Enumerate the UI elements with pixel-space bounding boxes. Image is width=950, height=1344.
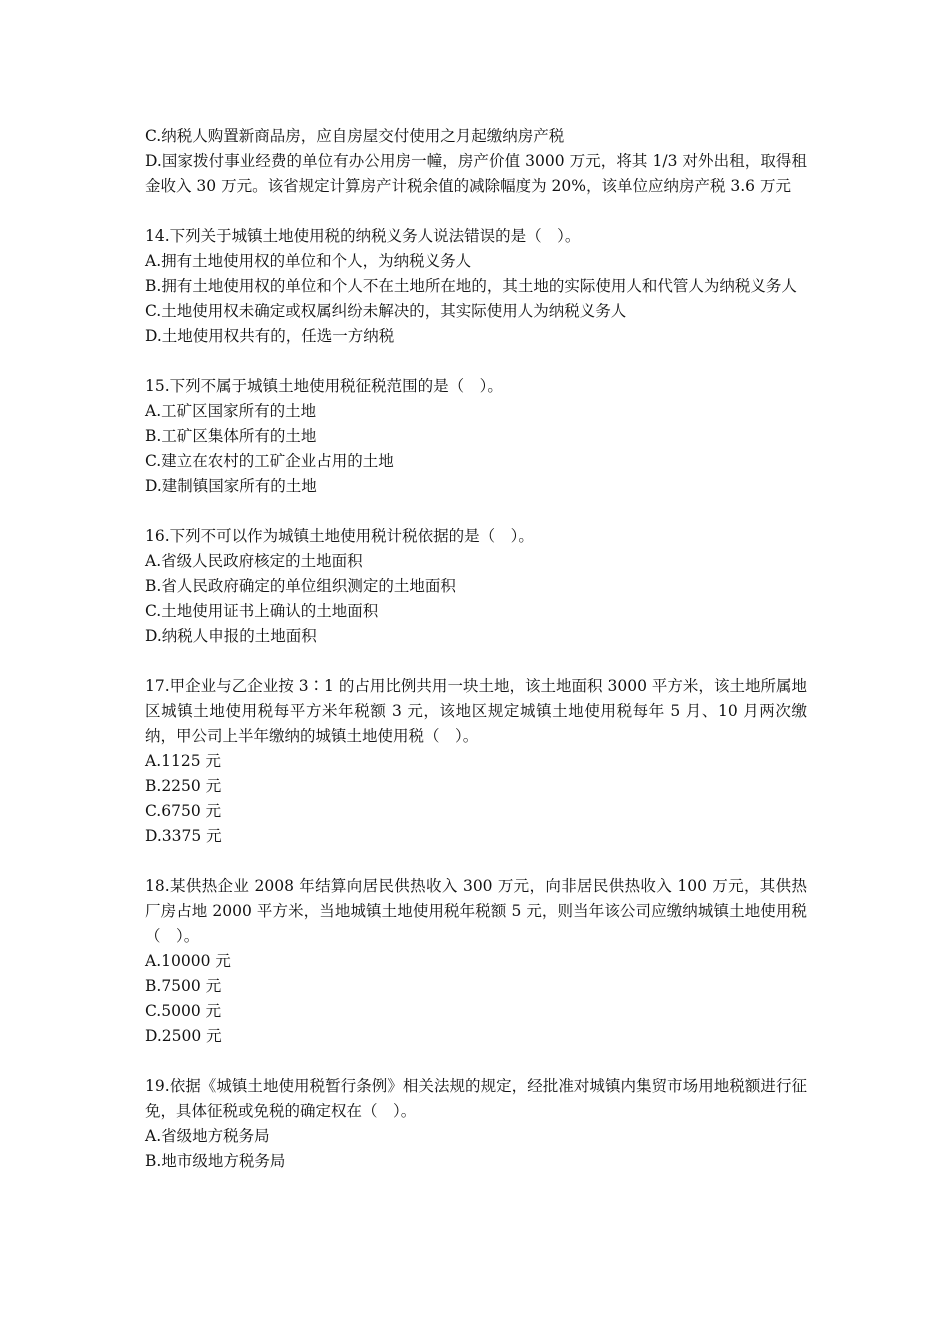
option-b: B.拥有土地使用权的单位和个人不在土地所在地的，其土地的实际使用人和代管人为纳税义务人 [145, 277, 797, 295]
option-d: D.建制镇国家所有的土地 [145, 477, 317, 495]
option-a: A.省级人民政府核定的土地面积 [145, 552, 363, 570]
option-d: D.国家拨付事业经费的单位有办公用房一幢，房产价值 3000 万元，将其 1/3 对外出租，取得租金收入 30 万元。该省规定计算房产计税余值的减除幅度为 20%，该单位应纳房产税 3.6 万元 [145, 152, 807, 195]
continuation-block [145, 124, 807, 199]
question-stem: 17.甲企业与乙企业按 3∶1 的占用比例共用一块土地，该土地面积 3000 平方米，该土地所属地区城镇土地使用税每平方米年税额 3 元，该地区规定城镇土地使用税每年 5 月、10 月两次缴纳，甲公司上半年缴纳的城镇土地使用税（ ）。 [145, 677, 807, 745]
question-stem: 15.下列不属于城镇土地使用税征税范围的是（ ）。 [145, 377, 503, 395]
option-c: C.建立在农村的工矿企业占用的土地 [145, 452, 394, 470]
option-b: B.工矿区集体所有的土地 [145, 427, 317, 445]
option-a: A.10000 元 [145, 952, 231, 970]
question-stem: 14.下列关于城镇土地使用税的纳税义务人说法错误的是（ ）。 [145, 227, 581, 245]
question-stem: 16.下列不可以作为城镇土地使用税计税依据的是（ ）。 [145, 527, 534, 545]
option-b: B.7500 元 [145, 977, 222, 995]
option-c: C.纳税人购置新商品房，应自房屋交付使用之月起缴纳房产税 [145, 127, 565, 145]
option-a: A.工矿区国家所有的土地 [145, 402, 317, 420]
question-stem: 18.某供热企业 2008 年结算向居民供热收入 300 万元，向非居民供热收入 100 万元，其供热厂房占地 2000 平方米，当地城镇土地使用税年税额 5 元，则当年该公司应缴纳城镇土地使用税（ ）。 [145, 877, 807, 945]
question-17 [145, 674, 807, 849]
option-c: C.5000 元 [145, 1002, 222, 1020]
option-d: D.2500 元 [145, 1027, 222, 1045]
option-a: A.1125 元 [145, 752, 221, 770]
question-18 [145, 874, 807, 1049]
question-15 [145, 374, 807, 499]
question-stem: 19.依据《城镇土地使用税暂行条例》相关法规的规定，经批准对城镇内集贸市场用地税额进行征免，具体征税或免税的确定权在（ ）。 [145, 1077, 807, 1120]
option-c: C.土地使用权未确定或权属纠纷未解决的，其实际使用人为纳税义务人 [145, 302, 627, 320]
question-19 [145, 1074, 807, 1174]
option-a: A.拥有土地使用权的单位和个人，为纳税义务人 [145, 252, 472, 270]
document-page [145, 124, 807, 1199]
option-c: C.土地使用证书上确认的土地面积 [145, 602, 379, 620]
option-d: D.3375 元 [145, 827, 222, 845]
option-b: B.地市级地方税务局 [145, 1152, 286, 1170]
option-d: D.纳税人申报的土地面积 [145, 627, 317, 645]
option-d: D.土地使用权共有的，任选一方纳税 [145, 327, 395, 345]
option-c: C.6750 元 [145, 802, 222, 820]
option-b: B.2250 元 [145, 777, 222, 795]
question-16 [145, 524, 807, 649]
option-b: B.省人民政府确定的单位组织测定的土地面积 [145, 577, 456, 595]
question-14 [145, 224, 807, 349]
option-a: A.省级地方税务局 [145, 1127, 270, 1145]
